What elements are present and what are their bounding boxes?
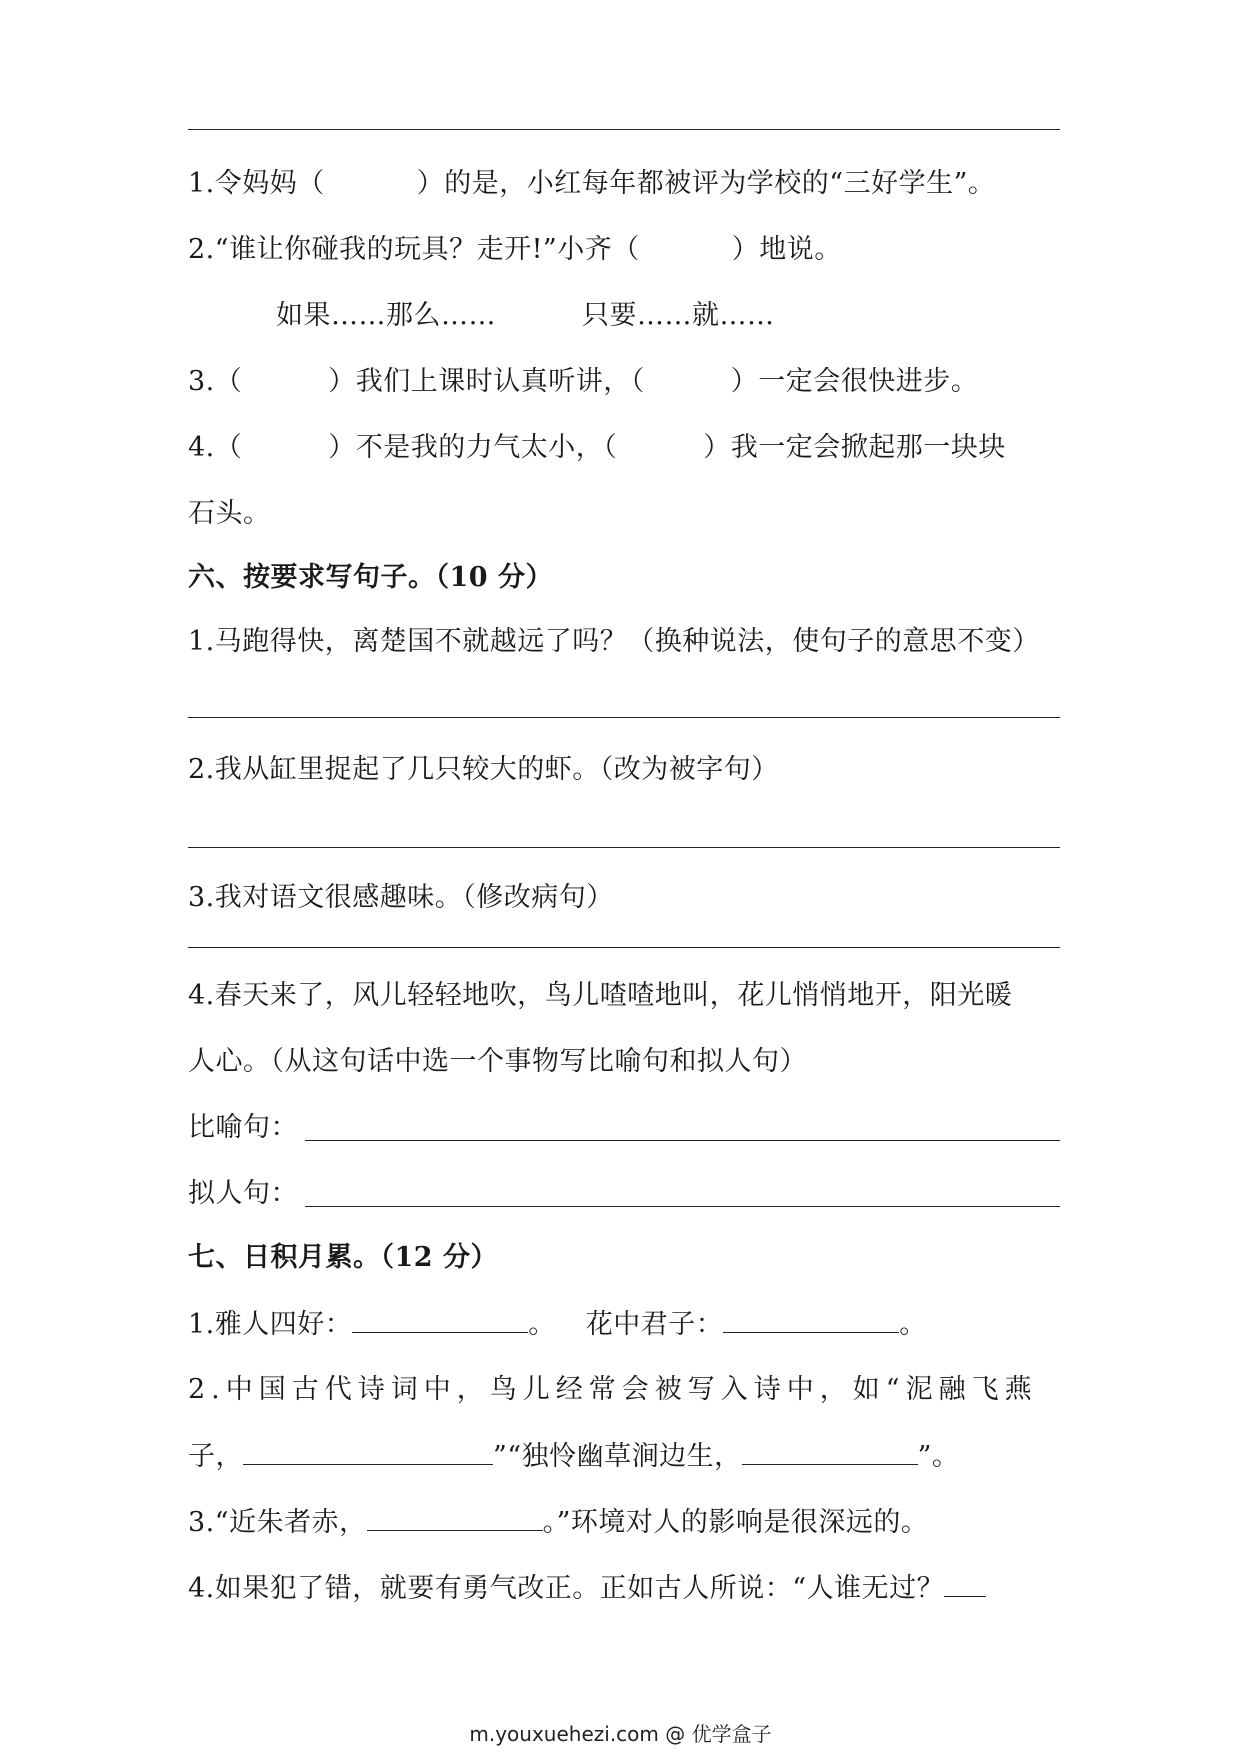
s7-q3-blank[interactable] [367, 1504, 543, 1531]
s7-q1-blank-1[interactable] [352, 1306, 528, 1333]
s5-question-3: 3.（ ）我们上课时认真听讲，（ ）一定会很快进步。 [188, 366, 979, 397]
section-7-title: 七、日积月累。（12 分） [188, 1242, 498, 1273]
s5-question-4: 4.（ ）不是我的力气太小，（ ）我一定会掀起那一块块 [188, 432, 1006, 463]
option-zhiyao-jiu: 只要……就…… [582, 300, 775, 331]
s6-question-3: 3.我对语文很感趣味。（修改病句） [188, 882, 614, 913]
top-answer-line [188, 129, 1060, 130]
personification-label: 拟人句： [188, 1178, 298, 1209]
s6-q2-answer-line[interactable] [188, 847, 1060, 848]
s6-question-1: 1.马跑得快，离楚国不就越远了吗？（换种说法，使句子的意思不变） [188, 626, 1040, 657]
simile-label: 比喻句： [188, 1112, 298, 1143]
option-ruguo-name: 如果……那么…… [276, 300, 496, 331]
s5-question-1: 1.令妈妈（ ）的是，小红每年都被评为学校的“三好学生”。 [188, 168, 996, 199]
s5-question-2: 2.“谁让你碰我的玩具？走开!”小齐（ ）地说。 [188, 234, 842, 265]
s7-q2-blank-2[interactable] [742, 1438, 918, 1465]
s7-question-4: 4.如果犯了错，就要有勇气改正。正如古人所说：“人谁无过？ [188, 1570, 986, 1607]
s6-q3-answer-line[interactable] [188, 947, 1060, 948]
footer-watermark: m.youxuehezi.com @ 优学盒子 [469, 1722, 772, 1746]
s7-question-3: 3.“近朱者赤， 。”环境对人的影响是很深远的。 [188, 1504, 928, 1541]
s7-question-1: 1.雅人四好： 。 花中君子： 。 [188, 1306, 927, 1343]
s5-word-options [276, 298, 775, 334]
s7-q1-blank-2[interactable] [723, 1306, 899, 1333]
s5-question-4-cont: 石头。 [188, 498, 271, 529]
simile-answer-line[interactable] [305, 1140, 1060, 1141]
s6-q1-answer-line[interactable] [188, 717, 1060, 718]
s7-q2-blank-1[interactable] [243, 1438, 493, 1465]
section-6-title: 六、按要求写句子。（10 分） [188, 562, 553, 593]
s7-q4-blank[interactable] [944, 1570, 986, 1597]
s7-question-2-line1: 2.中国古代诗词中，鸟儿经常会被写入诗中，如“泥融飞燕 [188, 1374, 1038, 1405]
personification-answer-line[interactable] [305, 1206, 1060, 1207]
s6-question-4-line2: 人心。（从这句话中选一个事物写比喻句和拟人句） [188, 1046, 807, 1077]
s6-question-4-line1: 4.春天来了，风儿轻轻地吹，鸟儿喳喳地叫，花儿悄悄地开，阳光暖 [188, 980, 1013, 1011]
s6-question-2: 2.我从缸里捉起了几只较大的虾。（改为被字句） [188, 754, 779, 785]
s7-question-2-line2: 子， ”“独怜幽草涧边生， ”。 [188, 1438, 959, 1475]
